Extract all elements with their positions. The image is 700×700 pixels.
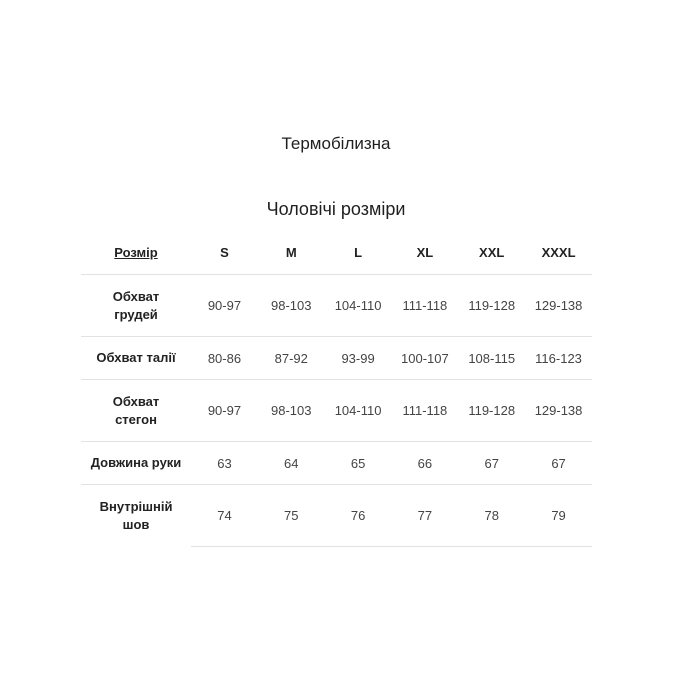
table-row-waist [81,337,592,380]
table-cell: 75 [258,485,325,547]
page-title: Термобілизна [281,134,391,153]
table-cell: 119-128 [458,275,525,337]
table-cell: 74 [191,485,258,547]
table-cell: 104-110 [325,275,392,337]
row-label-line: Обхват [112,393,160,409]
row-label-line: грудей [114,306,158,322]
table-row-inseam [81,485,592,547]
row-label-line: шов [122,516,150,532]
table-cell: 65 [325,442,392,485]
size-header-xxxl: XXXL [525,231,592,275]
table-cell: 108-115 [458,337,525,380]
size-header-l: L [325,231,392,275]
row-label-inseam [81,485,191,547]
size-header-label[interactable]: Розмір [81,231,191,275]
table-cell: 90-97 [191,380,258,442]
row-label-hips [81,380,191,442]
row-label-line: Обхват [112,288,160,304]
row-label-waist [81,337,191,380]
table-cell: 111-118 [391,380,458,442]
table-cell: 129-138 [525,275,592,337]
size-header-s: S [191,231,258,275]
size-header-xxl: XXL [458,231,525,275]
row-label-line: Довжина руки [90,455,182,470]
table-cell: 80-86 [191,337,258,380]
table-cell: 98-103 [258,275,325,337]
row-label-line: Обхват талії [96,350,176,365]
size-table [81,231,592,547]
table-cell: 67 [525,442,592,485]
table-cell: 78 [458,485,525,547]
table-cell: 67 [458,442,525,485]
table-row-arm-length [81,442,592,485]
table-cell: 64 [258,442,325,485]
row-label-line: стегон [115,411,157,427]
row-label-line: Внутрішній [99,498,173,514]
table-cell: 100-107 [391,337,458,380]
size-header-xl: XL [391,231,458,275]
table-cell: 90-97 [191,275,258,337]
table-subtitle: Чоловічі розміри [266,199,406,219]
table-cell: 87-92 [258,337,325,380]
table-row-hips [81,380,592,442]
table-cell: 76 [325,485,392,547]
table-cell: 63 [191,442,258,485]
table-cell: 98-103 [258,380,325,442]
table-cell: 111-118 [391,275,458,337]
table-cell: 77 [391,485,458,547]
table-cell: 104-110 [325,380,392,442]
table-cell: 116-123 [525,337,592,380]
size-header-m: M [258,231,325,275]
row-label-arm-length [81,442,191,485]
row-label-chest [81,275,191,337]
size-header-row [81,231,592,275]
table-cell: 119-128 [458,380,525,442]
table-cell: 66 [391,442,458,485]
table-row-chest [81,275,592,337]
table-cell: 93-99 [325,337,392,380]
table-cell: 79 [525,485,592,547]
table-cell: 129-138 [525,380,592,442]
